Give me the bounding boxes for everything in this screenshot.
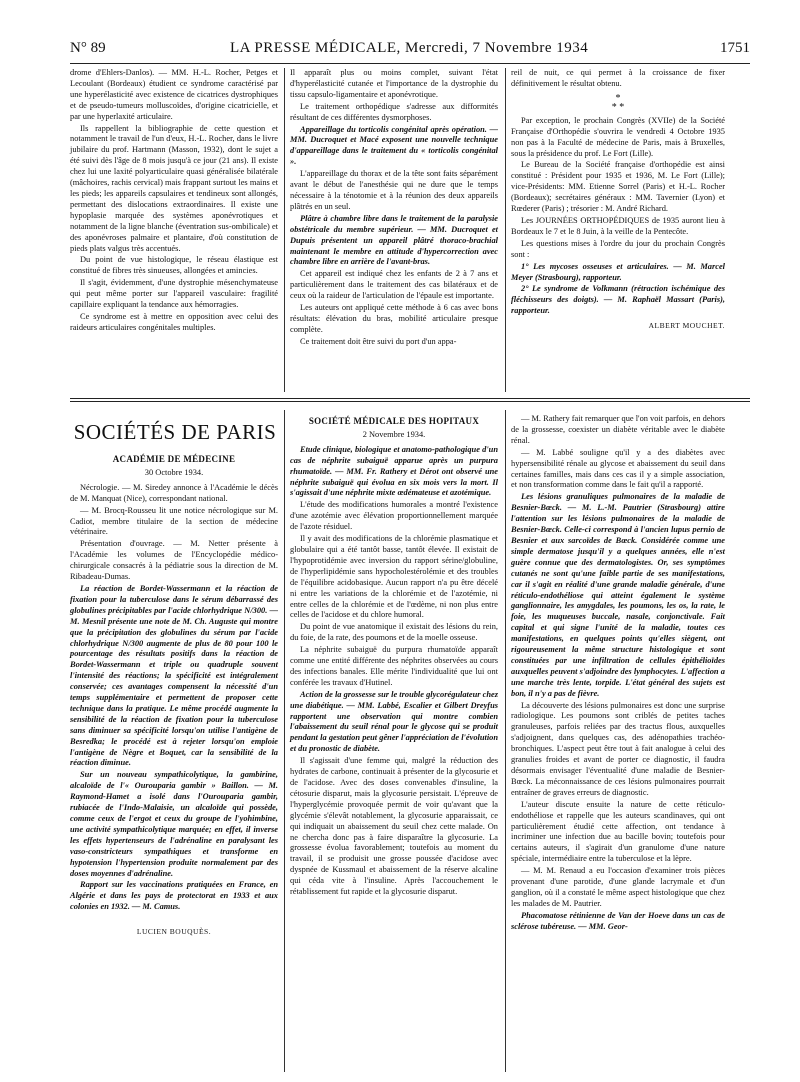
section-rule	[70, 398, 750, 399]
issue-number: N° 89	[70, 40, 106, 56]
paragraph: Du point de vue anatomique il existait des lésions du rein, du foie, de la rate, des poumons et de la moelle osseuse.	[290, 622, 498, 643]
author-signature: ALBERT MOUCHET.	[648, 321, 725, 331]
paragraph: Présentation d'ouvrage. — M. Netter présente à l'Académie les volumes de l'Encyclopédie médico-chirurgicale consacrés à la pédiatrie sous la direction de M. Ribadeau-Dumas.	[70, 539, 278, 582]
paragraph: Les lésions granuliques pulmonaires de la maladie de Besnier-Bœck. — M. L.-M. Pautrier (Strasbourg) attire l'attention sur les lésions pulmonaires de la maladie de Besnier-Bœck. Celle-ci correspond à l'ancien lupus pernio de Besnier et aux sarcoïdes de Bœck. Considérée comme une simple dermatose jusqu'il y a quelques années, elle n'est guère connue que des dermatologistes. Or, ses symptômes cutanés ne sont qu'une faible partie de ses manifestations, car il s'agit en réalité d'une grande maladie générale, d'une réticulo-endothéliose qui atteint également le système ganglionnaire, les amygdales, les poumons, les os, la rate, le foie, les muqueuses buccale, nasale, conjonctivale. Fait capital et qui signe l'unité de la maladie, toutes ces manifestations, en quelques points qu'elles siègent, ont rigoureusement la même structure histologique et sont constituées par une infiltration de cellules épithélioïdes auxquelles peuvent s'adjoindre des lymphocytes. L'affection a une marche très lente, torpide. L'état général des sujets est bon, il n'y a pas de fièvre.	[511, 492, 725, 698]
paragraph: Les JOURNÉES ORTHOPÉDIQUES de 1935 auront lieu à Bordeaux le 7 et le 8 Juin, à la veille de la Pentecôte.	[511, 215, 725, 236]
paragraph: drome d'Ehlers-Danlos). — MM. H.-L. Rocher, Petges et Lecoulant (Bordeaux) étudient ce syndrome caractérisé par une hyperélasticité avec existence de cicatrices dystrophiques et de pseudo-tumeurs molluscoïdes, d'origine cicatricielle, et par une hyperlaxité articulaire.	[70, 68, 278, 121]
paragraph: Il s'agit, évidemment, d'une dystrophie mésenchymateuse qui peut même porter sur l'appareil vasculaire: fragilité capillaire expliquant la tendance aux hémorragies.	[70, 278, 278, 310]
paragraph: Action de la grossesse sur le trouble glycorégulateur chez une diabétique. — MM. Labbé, Escalier et Gilbert Dreyfus rapportent une observation qui montre combien l'abaissement du seuil rénal pour le glycose qui se produit pendant la gestation peut gêner l'appréciation de l'évolution et du pronostic de diabète.	[290, 689, 498, 754]
column-rule	[284, 68, 285, 392]
section-title: SOCIÉTÉS DE PARIS	[73, 420, 277, 444]
paragraph: — M. Brocq-Rousseu lit une notice nécrologique sur M. Cadiot, membre titulaire de la section de médecine vétérinaire.	[70, 505, 278, 537]
top-column-2	[290, 68, 498, 349]
paragraph: — M. Rathery fait remarquer que l'on voit parfois, en dehors de la grossesse, coexister un diabète véritable avec le diabète rénal.	[511, 414, 725, 445]
paragraph: Etude clinique, biologique et anatomo-pathologique d'un cas de néphrite subaiguë apparue après un purpura rhumatoïde. — MM. Fr. Rathery et Dérot ont observé une néphrite subaiguë qui évolua en six mois vers la mort. Il s'agissait d'une néphrite mixte œdémateuse et azotémique.	[290, 444, 498, 498]
paragraph: Cet appareil est indiqué chez les enfants de 2 à 7 ans et particulièrement dans le traitement des cas bilatéraux et de ceux où la raideur de l'articulation de l'épaule est importante.	[290, 269, 498, 301]
paragraph: Rapport sur les vaccinations pratiquées en France, en Algérie et dans les pays de protectorat en 1933 et aux colonies en 1932. — M. Camus.	[70, 880, 278, 912]
paragraph: Ce syndrome est à mettre en opposition avec celui des raideurs articulaires congénitales multiples.	[70, 311, 278, 332]
paragraph: Les questions mises à l'ordre du jour du prochain Congrès sont :	[511, 238, 725, 259]
paragraph: Appareillage du torticolis congénital après opération. — MM. Ducroquet et Macé exposent une nouvelle technique d'appareillage dans le traitement du « torticolis congénital ».	[290, 124, 498, 167]
paragraph: Il y avait des modifications de la chlorémie plasmatique et globulaire qui a été tantôt basse, tantôt élevée. Il existait de l'hypoprotidémie avec inversion du rapport sérine/globuline, de l'hyperlipidémie sans hypocholestérolémie et des troubles de l'équilibre acidobasique. Aucun rapport n'a pu être décelé ni entre les variations de la chlorémie et de l'azotémie, ni entre celles de la chlorémie et de l'œdème, ni non plus entre celles de l'acidose et du chlore humoral.	[290, 534, 498, 620]
paragraph: L'auteur discute ensuite la nature de cette réticulo-endothéliose et rappelle que les auteurs scandinaves, qui ont particulièrement étudié cette affection, ont tendance à incriminer une infection due au bacille bovin; toutefois pour certains auteurs, il s'agirait d'un granulome d'une nature spéciale, intermédiaire entre la tuberculose et la lèpre.	[511, 799, 725, 864]
column-rule	[505, 410, 506, 1072]
paragraph: Sur un nouveau sympathicolytique, la gambirine, alcaloïde de l'« Ourouparia gambir » Baillon. — M. Raymond-Hamet a isolé dans l'Ourouparia gambir, rubiacée de l'Indo-Malaisie, un alcaloïde qui possède, comme ceux de l'ergot et ceux du groupe de l'yohimbine, une activité sympathicolytique marquée; en effet, il inverse les effets hypertenseurs de l'adrénaline en paralysant les vaso-constricteurs sympathiques et transforme en hypotension l'hypertension produite normalement par des doses moyennes d'adrénaline.	[70, 770, 278, 878]
paragraph: La néphrite subaiguë du purpura rhumatoïde apparaît comme une entité différente des néphrites observées au cours des infections banales. Elle mérite l'individualité que lui ont conférée les travaux d'Hutinel.	[290, 645, 498, 687]
paragraph: Les auteurs ont appliqué cette méthode à 6 cas avec bons résultats: élévation du bras, mobilité articulaire presque complète.	[290, 303, 498, 334]
paragraph: reil de nuit, ce qui permet à la croissance de fixer définitivement le résultat obtenu.	[511, 68, 725, 88]
top-column-1	[70, 68, 278, 335]
societes-column-3	[511, 414, 725, 934]
paragraph: Le Bureau de la Société française d'orthopédie est ainsi constitué : Président pour 1935 et 1936, M. Le Fort (Lille); vice-Présidents: MM. Etienne Sorrel (Paris) et H.-L. Rocher (Bordeaux); secrétaires généraux : MM. Tavernier (Lyon) et Rœderer (Paris) ; trésorier : M. André Richard.	[511, 160, 725, 214]
paragraph: Il apparaît plus ou moins complet, suivant l'état d'hyperélasticité cutanée et l'importance de la dystrophie du tissu capsulo-ligamentaire et aponévrotique.	[290, 68, 498, 99]
societes-column-2	[290, 414, 498, 899]
separator-stars: * * *	[611, 92, 625, 113]
paragraph: La réaction de Bordet-Wassermann et la réaction de fixation pour la tuberculose dans le sérum débarrassé des globulines précipitables par l'acide chlorhydrique N/300. — M. Mesnil présente une note de M. Ch. Auguste qui montre que la précipitation des globulines du sérum par l'acide chlorhydrique N/300 augmente de plus de 80 pour 100 le pourcentage des résultats positifs dans la réaction de Bordet-Wassermann et triple ou quadruple souvent l'intensité des réactions; la spécificité est intégralement conservée; ces avantages compensent la nécessité d'un temps supplémentaire et permettent de proposer cette technique dans la pratique. Le même procédé augmente la sensibilité de la réaction de fixation pour la tuberculose sans diminuer sa spécificité lorsqu'on utilise l'antigène de Besredka; le procédé est à rejeter lorsqu'on emploie l'antigène de Nègre et Boquet, car la sensibilité de la réaction diminue.	[70, 583, 278, 768]
session-date: 30 Octobre 1934.	[144, 467, 204, 477]
paragraph: Par exception, le prochain Congrès (XVIIe) de la Société Française d'Orthopédie s'ouvrira le vendredi 4 Octobre 1935 non pas à la Faculté de médecine de Paris, mais à Bruxelles, sous la présidence du prof. Le Fort (Lille).	[511, 115, 725, 158]
page-number: 1751	[720, 40, 750, 56]
paragraph: Le traitement orthopédique s'adresse aux difformités résultant de ces différentes dysmorphoses.	[290, 101, 498, 122]
section-rule	[70, 401, 750, 402]
header-rule	[70, 63, 750, 64]
page-header	[70, 40, 750, 62]
paragraph: 1° Les mycoses osseuses et articulaires. — M. Marcel Meyer (Strasbourg), rapporteur.	[511, 261, 725, 282]
societes-column-1	[70, 452, 278, 938]
paragraph: — M. M. Renaud a eu l'occasion d'examiner trois pièces provenant d'une parotide, d'une glande lacrymale et d'un ganglion, où il a constaté le même aspect histologique que chez les malades de M. Pautrier.	[511, 866, 725, 908]
paragraph: Il s'agissait d'une femme qui, malgré la réduction des hydrates de carbone, continuait à présenter de la glycosurie et de l'acidose. Avec des doses convenables d'insuline, la cétosurie disparut, mais la glycosurie persistait. L'épreuve de l'hyperglycémie provoquée permit de voir qu'avant que la glycémie s'élevât notablement, la glycosurie apparaissait, ce qui indiquait un abaissement du seuil chez cette malade. On ne chercha donc pas à faire disparaître la glycosurie. La grossesse évolua favorablement; toutefois au moment du travail, il se produisit une grosse poussée d'acidose avec dyspnée de Kussmaul et abaissement de la réserve alcaline qui céda vite à l'insuline. Après l'accouchement le rétablissement fut rapide et la glycosurie disparut.	[290, 756, 498, 897]
author-signature: LUCIEN BOUQUÈS.	[136, 927, 212, 937]
paragraph: Nécrologie. — M. Siredey annonce à l'Académie le décès de M. Manquat (Nice), correspondant national.	[70, 482, 278, 503]
paragraph: Ce traitement doit être suivi du port d'un appa-	[300, 336, 457, 346]
paragraph: La découverte des lésions pulmonaires est donc une surprise radiologique. Les poumons sont criblés de petites taches granuleuses, parfois reliées par des tractus flous, auxquelles s'adjoignent, dans quelques cas, des adénopathies trachéo-bronchiques. L'aspect peut être tout à fait analogue à celui des granulies froides et avant de porter ce diagnostic, il faudra désormais envisager l'éventualité d'une maladie de Besnier-Bœck. La méconnaissance de ces lésions pulmonaires pourrait entraîner de graves erreurs de diagnostic.	[511, 700, 725, 797]
top-column-3	[511, 68, 725, 332]
column-rule	[505, 68, 506, 392]
paragraph: Phacomatose rétinienne de Van der Hoeve dans un cas de sclérose tubéreuse. — MM. Geor-	[511, 910, 725, 931]
paragraph: Plâtre à chambre libre dans le traitement de la paralysie obstétricale du membre supérieur. — MM. Ducroquet et Dupuis présentent un appareil plâtré thoraco-brachial maintenant le membre en attitude d'hypercorrection avec chambre libre en arrière de l'avant-bras.	[290, 213, 498, 267]
paragraph: Ils rappellent la bibliographie de cette question et notamment le travail de l'un d'eux, H.-L. Rocher, dans le livre jubilaire du prof. Hartmann (Masson, 1932), dont le sujet a été suivi dès l'âge de 8 mois jusqu'à ce jour (21 ans). Il existe chez lui une laxité polyarticulaire quasi généralisée bilatérale (mâchoires, rachis cervical) mais frappant surtout les mains et les pieds; les appareils capsulaires et tendineux sont allongés, permettant des dislocations extraordinaires. Il existe une hypoplasie marquée des systèmes aponévrotiques et notamment de la ligne blanche (éventration sus-ombilicale) et des aponévroses palmaire et plantaire, d'où constitution de pieds plats valgus très accentués.	[70, 123, 278, 253]
paragraph: L'étude des modifications humorales a montré l'existence d'une azotémie avec élévation proportionnellement marquée de l'azote résiduel.	[290, 500, 498, 532]
society-heading: ACADÉMIE DE MÉDECINE	[112, 454, 236, 464]
session-date: 2 Novembre 1934.	[362, 429, 426, 439]
society-heading: SOCIÉTÉ MÉDICALE DES HOPITAUX	[308, 416, 480, 426]
running-title: LA PRESSE MÉDICALE, Mercredi, 7 Novembre 1934	[230, 40, 589, 56]
paragraph: Du point de vue histologique, le réseau élastique est constitué de fibres très sinueuses, allongées et amincies.	[70, 255, 278, 276]
paragraph: 2° Le syndrome de Volkmann (rétraction ischémique des fléchisseurs des doigts). — M. Raphaël Massart (Paris), rapporteur.	[511, 284, 725, 316]
paragraph: — M. Labbé souligne qu'il y a des diabètes avec hypersensibilité rénale au glycose et abaissement du seuil dans certaines familles, mais dans ces cas il y a simple association, et non transformation comme dans le fait qu'il a rapporté.	[511, 447, 725, 490]
paragraph: L'appareillage du thorax et de la tête sont faits séparément avant le début de l'anesthésie qui ne dure que le temps nécessaire à la ténotomie et à la réunion des deux appareils plâtrés en un seul.	[290, 169, 498, 211]
column-rule	[284, 410, 285, 1072]
